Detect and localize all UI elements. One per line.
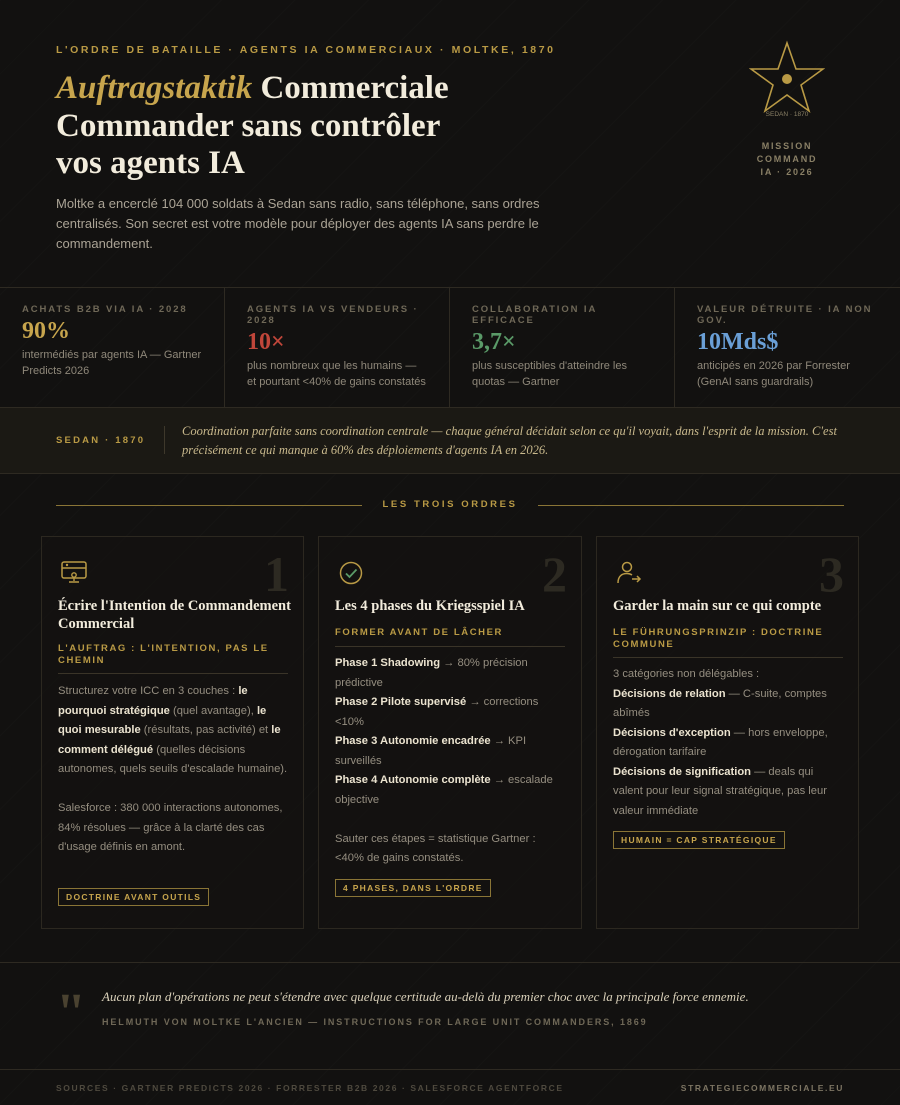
- footer-sources: SOURCES · GARTNER PREDICTS 2026 · FORRESTER B2B 2026 · SALESFORCE AGENTFORCE: [56, 1083, 564, 1093]
- stat-desc: plus nombreux que les humains — et pourtant <40% de gains constatés: [247, 360, 426, 388]
- card-title: Garder la main sur ce qui compte: [613, 598, 822, 614]
- phase-item: [335, 732, 567, 771]
- title-part1: Commerciale: [252, 70, 449, 106]
- card-subtitle: L'AUFTRAG : L'INTENTION, PAS LE CHEMIN: [58, 643, 288, 674]
- body-text: (quelles décisions autonomes, quels seuils d'escalade humaine).: [58, 743, 288, 775]
- card-title: Les 4 phases du Kriegsspiel IA: [335, 598, 525, 614]
- user-arrow-icon: [615, 559, 643, 587]
- card-tag: 4 PHASES, DANS L'ORDRE: [335, 879, 491, 897]
- emblem-badge: SEDAN · 1870: [765, 111, 809, 116]
- card-body: [58, 682, 290, 858]
- stats-row: [0, 288, 900, 408]
- phase-detail: → 80% précision prédictive: [335, 657, 528, 689]
- quote-mark-icon: ": [56, 982, 86, 1042]
- banner-tag: SEDAN · 1870: [56, 435, 146, 446]
- order-card-1: [41, 536, 304, 929]
- phase-name: Phase 4 Autonomie complète: [335, 774, 491, 786]
- body-text: (quel avantage),: [169, 704, 257, 717]
- stat-b2b-purchases: [0, 288, 225, 407]
- stat-label: AGENTS IA VS VENDEURS · 2028: [247, 304, 419, 326]
- title-line2: Commander sans contrôler: [56, 107, 441, 144]
- phase-name: Phase 1 Shadowing: [335, 657, 441, 669]
- body-strong: le pourquoi stratégique: [58, 685, 248, 717]
- title-line3: vos agents IA: [56, 145, 245, 181]
- phase-item: [335, 693, 567, 732]
- section-title: LES TROIS ORDRES: [382, 499, 518, 510]
- order-card-2: [318, 536, 582, 929]
- body-strong: le comment délégué: [58, 724, 281, 756]
- order-card-3: [596, 536, 859, 929]
- moltke-quote: [0, 962, 900, 1070]
- phase-detail: → escalade objective: [335, 774, 553, 806]
- check-circle-icon: [337, 559, 365, 587]
- card-number: 3: [819, 546, 844, 602]
- body-strong: le quoi mesurable: [58, 704, 267, 736]
- phase-detail: → corrections <10%: [335, 696, 539, 728]
- card-subtitle: LE FÜHRUNGSPRINZIP : DOCTRINE COMMUNE: [613, 627, 843, 658]
- emblem-line1: MISSION COMMAND: [756, 141, 818, 164]
- stat-label: ACHATS B2B VIA IA · 2028: [22, 304, 188, 315]
- emblem-caption: [730, 140, 844, 179]
- banner-quote: Coordination parfaite sans coordination centrale — chaque général décidait selon ce qu'il voyait, dans l'esprit de la mission. C'est précisément ce qui manque à 60% des déploiements d'agents IA en 2026.: [182, 424, 837, 457]
- card-body: [335, 654, 567, 869]
- category-item: [613, 763, 845, 822]
- emblem: [730, 40, 844, 179]
- title-accent: Auftragstaktik: [56, 70, 253, 106]
- category-name: Décisions de relation: [613, 687, 726, 700]
- card-tag: DOCTRINE AVANT OUTILS: [58, 888, 209, 906]
- category-detail: — hors enveloppe, dérogation tarifaire: [613, 726, 828, 758]
- stat-collaboration: [450, 288, 675, 407]
- card-title: Écrire l'Intention de Commandement Commercial: [58, 598, 291, 632]
- intro-text: Moltke a encerclé 104 000 soldats à Sedan sans radio, sans téléphone, sans ordres centralisés. Son secret est votre modèle pour déployer des agents IA sans perdre le commandement.: [56, 196, 540, 251]
- category-name: Décisions d'exception: [613, 726, 731, 739]
- body-text: Structurez votre ICC en 3 couches :: [58, 685, 239, 697]
- card-intro: 3 catégories non délégables :: [613, 668, 760, 680]
- category-detail: — C-suite, comptes abîmés: [613, 687, 827, 719]
- phase-name: Phase 2 Pilote supervisé: [335, 696, 467, 708]
- stat-value: 10Mds$: [697, 329, 779, 355]
- category-name: Décisions de signification: [613, 765, 752, 778]
- stat-desc: intermédiés par agents IA — Gartner Predicts 2026: [22, 349, 202, 377]
- quote-attribution: HELMUTH VON MOLTKE L'ANCIEN — INSTRUCTIONS FOR LARGE UNIT COMMANDERS, 1869: [102, 1017, 648, 1027]
- footer-site-link[interactable]: STRATEGIECOMMERCIALE.EU: [680, 1083, 844, 1093]
- phase-detail: → KPI surveillés: [335, 735, 527, 767]
- stat-value: 90%: [22, 318, 70, 344]
- category-detail: — deals qui valent pour leur signal stratégique, pas leur valeur immédiate: [613, 765, 827, 817]
- phase-name: Phase 3 Autonomie encadrée: [335, 735, 491, 747]
- phase-item: [335, 654, 567, 693]
- stat-value: 3,7×: [472, 329, 516, 355]
- star-icon: [749, 40, 825, 116]
- quote-text: Aucun plan d'opérations ne peut s'étendre avec quelque certitude au-delà du premier choc avec la principale force ennemie.: [102, 989, 749, 1004]
- card-tag: HUMAIN = CAP STRATÉGIQUE: [613, 831, 785, 849]
- banner-divider: [164, 426, 165, 454]
- card-paragraph: Salesforce : 380 000 interactions autonomes, 84% résolues — grâce à la clarté des cas d'usage définis en amont.: [58, 802, 283, 853]
- stat-value: 10×: [247, 329, 285, 355]
- stat-desc: anticipés en 2026 par Forrester (GenAI sans guardrails): [697, 360, 850, 388]
- category-item: [613, 724, 845, 763]
- stat-label: COLLABORATION IA EFFICACE: [472, 304, 597, 326]
- card-body: [613, 665, 845, 821]
- card-number: 1: [264, 546, 289, 602]
- page-title: [56, 70, 616, 183]
- card-number: 2: [542, 546, 567, 602]
- section-divider-right: [538, 505, 844, 506]
- stat-desc: plus susceptibles d'atteindre les quotas — Gartner: [472, 360, 627, 388]
- card-paragraph: [58, 682, 290, 780]
- card-closing: Sauter ces étapes = statistique Gartner : <40% de gains constatés.: [335, 832, 536, 864]
- stat-label: VALEUR DÉTRUITE · IA NON GOV.: [697, 304, 873, 326]
- command-board-icon: [60, 559, 88, 587]
- header: [0, 0, 900, 288]
- body-text: (résultats, pas activité) et: [140, 724, 272, 736]
- kicker: L'ORDRE DE BATAILLE · AGENTS IA COMMERCIAUX · MOLTKE, 1870: [56, 44, 556, 56]
- card-subtitle: FORMER AVANT DE LÂCHER: [335, 627, 565, 647]
- stat-destroyed-value: [675, 288, 900, 407]
- category-item: [613, 685, 845, 724]
- phase-item: [335, 771, 567, 810]
- sedan-banner: [0, 408, 900, 474]
- stat-agents-vs-sellers: [225, 288, 450, 407]
- emblem-line2: IA · 2026: [760, 167, 814, 177]
